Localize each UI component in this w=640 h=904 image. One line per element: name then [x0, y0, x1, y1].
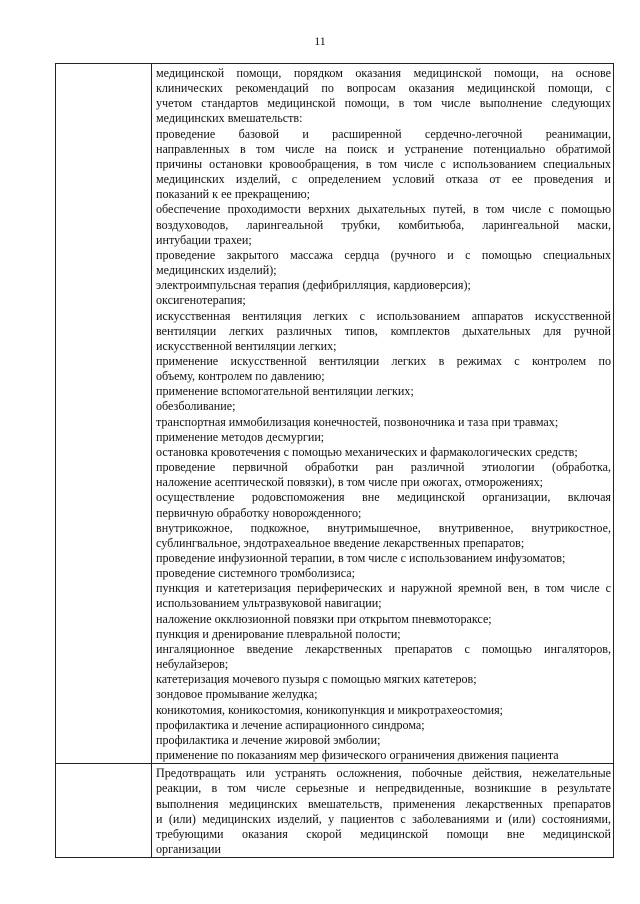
- table-body: [56, 64, 614, 858]
- text-line: организации: [156, 841, 221, 856]
- text-line: и (или) медицинских изделий, у пациентов с заболеваниями и (или) состояниями,: [156, 811, 611, 826]
- content-cell: [152, 64, 614, 764]
- left-cell: [56, 764, 152, 858]
- text-line: проведение закрытого массажа сердца (ручного и с помощью специальных: [156, 247, 611, 262]
- text-line: выполнения медицинских вмешательств, применения лекарственных препаратов: [156, 796, 611, 811]
- text-line: электроимпульсная терапия (дефибрилляция, кардиоверсия);: [156, 278, 471, 293]
- text-line: наложение окклюзионной повязки при открытом пневмотораксе;: [156, 611, 492, 626]
- text-line: наложение асептической повязки), в том числе при ожогах, отморожениях;: [156, 475, 543, 490]
- text-line: ингаляционное введение лекарственных препаратов с помощью ингаляторов,: [156, 641, 611, 656]
- text-line: сублингвальное, эндотрахеальное введение лекарственных препаратов;: [156, 535, 525, 550]
- content-table: [55, 63, 614, 858]
- text-line: профилактика и лечение аспирационного синдрома;: [156, 717, 425, 732]
- text-line: первичную обработку новорожденного;: [156, 505, 362, 520]
- text-line: искусственной вентиляции легких;: [156, 338, 337, 353]
- text-line: пункция и дренирование плевральной полости;: [156, 626, 401, 641]
- text-line: проведение инфузионной терапии, в том числе с использованием инфузоматов;: [156, 551, 566, 565]
- text-line: медицинских вмешательств:: [156, 111, 303, 126]
- text-line: учетом стандартов медицинской помощи, в том числе выполнение следующих: [156, 96, 611, 111]
- content-cell: [152, 764, 614, 858]
- table-row: [56, 64, 614, 764]
- text-line: пункция и катетеризация периферических и наружной яремной вен, в том числе с: [156, 581, 611, 596]
- table-row: [56, 764, 614, 858]
- text-line: оксигенотерапия;: [156, 293, 246, 308]
- text-line: транспортная иммобилизация конечностей, позвоночника и таза при травмах;: [156, 414, 559, 429]
- text-line: небулайзеров;: [156, 657, 229, 672]
- text-line: применение вспомогательной вентиляции легких;: [156, 384, 414, 399]
- text-line: объему, контролем по давлению;: [156, 369, 325, 384]
- text-line: причины остановки кровообращения, в том числе с использованием специальных: [156, 156, 611, 171]
- text-line: профилактика и лечение жировой эмболии;: [156, 732, 381, 747]
- text-line: воздуховодов, ларингеальной трубки, комбитьюба, ларингеальной маски,: [156, 217, 611, 232]
- text-line: осуществление родовспоможения вне медицинской организации, включая: [156, 490, 611, 505]
- text-line: интубации трахеи;: [156, 232, 252, 247]
- page-number: 11: [314, 34, 326, 48]
- text-line: клинических рекомендаций по вопросам оказания медицинской помощи, с: [156, 81, 611, 96]
- text-line: применение методов десмургии;: [156, 429, 325, 444]
- text-line: внутрикожное, подкожное, внутримышечное, внутривенное, внутрикостное,: [156, 520, 611, 535]
- text-line: Предотвращать или устранять осложнения, побочные действия, нежелательные: [156, 766, 611, 781]
- text-line: искусственная вентиляция легких с использованием аппаратов искусственной: [156, 308, 611, 323]
- text-line: медицинских изделий);: [156, 263, 277, 278]
- text-line: требующими оказания скорой медицинской помощи вне медицинской: [156, 826, 611, 841]
- text-line: медицинской помощи, порядком оказания медицинской помощи, на основе: [156, 66, 611, 80]
- text-line: показаний к ее прекращению;: [156, 187, 311, 202]
- text-line: катетеризация мочевого пузыря с помощью мягких катетеров;: [156, 672, 477, 687]
- text-line: обезболивание;: [156, 399, 236, 414]
- left-cell: [56, 64, 152, 764]
- text-line: вентиляции легких различных типов, комплектов дыхательных для ручной: [156, 323, 611, 338]
- text-line: остановка кровотечения с помощью механических и фармакологических средств;: [156, 444, 578, 459]
- text-line: проведение системного тромболизиса;: [156, 566, 356, 581]
- text-line: медицинских изделий, с определением условий отказа от ее проведения и: [156, 172, 611, 187]
- text-line: обеспечение проходимости верхних дыхательных путей, в том числе с помощью: [156, 202, 611, 217]
- text-line: зондовое промывание желудка;: [156, 687, 318, 702]
- text-line: направленных в том числе на поиск и устранение потенциально обратимой: [156, 141, 611, 156]
- text-line: проведение базовой и расширенной сердечно-легочной реанимации,: [156, 126, 611, 141]
- text-line: использованием ультразвуковой навигации;: [156, 596, 382, 611]
- text-line: реакции, в том числе серьезные и непредвиденные, возникшие в результате: [156, 781, 611, 796]
- text-line: применение искусственной вентиляции легких в режимах с контролем по: [156, 353, 611, 368]
- text-line: проведение первичной обработки ран различной этиологии (обработка,: [156, 460, 611, 475]
- text-line: применение по показаниям мер физического ограничения движения пациента: [156, 748, 559, 763]
- text-line: коникотомия, коникостомия, коникопункция и микротрахеостомия;: [156, 702, 504, 717]
